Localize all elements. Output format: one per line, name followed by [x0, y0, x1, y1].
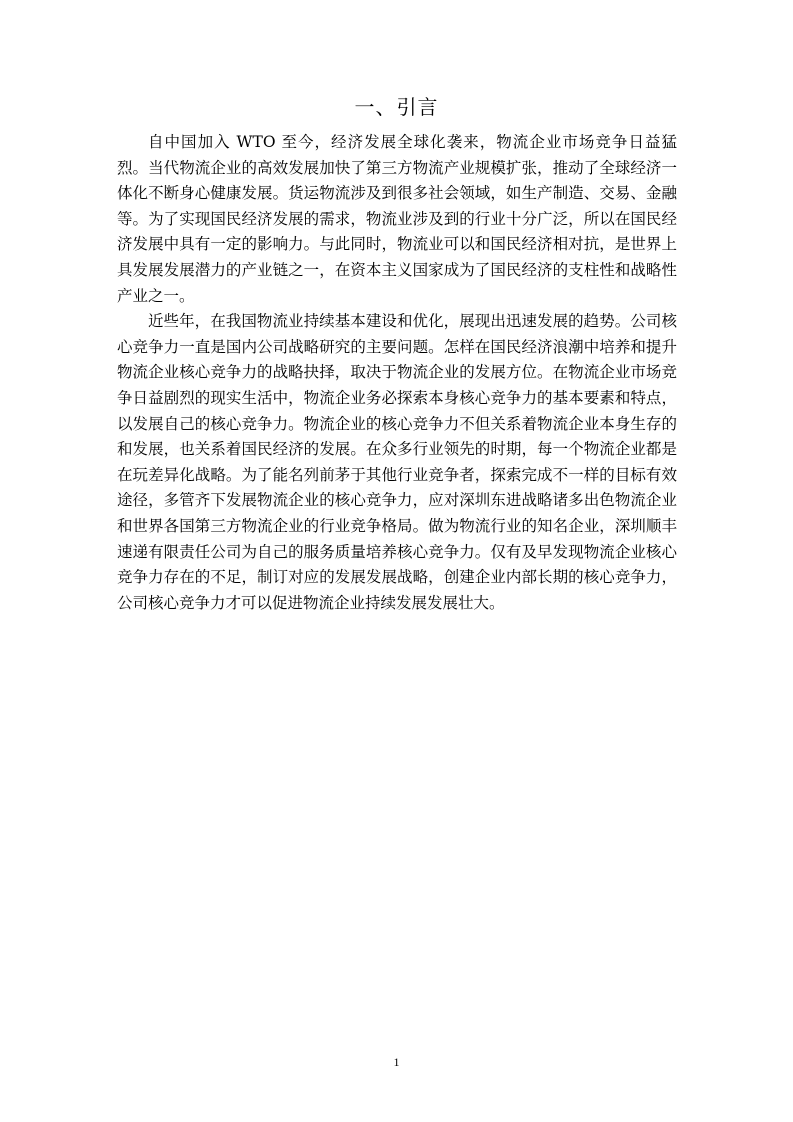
paragraph-1: 自中国加入 WTO 至今，经济发展全球化袭来，物流企业市场竞争日益猛烈。当代物流企业的高效发展加快了第三方物流产业规模扩张，推动了全球经济一体化不断身心健康发展。货运物流涉及到很多社会领域，如生产制造、交易、金融等。为了实现国民经济发展的需求，物流业涉及到的行业十分广泛，所以在国民经济发展中具有一定的影响力。与此同时，物流业可以和国民经济相对抗，是世界上具发展发展潜力的产业链之一，在资本主义国家成为了国民经济的支柱性和战略性产业之一。: [117, 133, 677, 305]
paragraph-2: 近些年，在我国物流业持续基本建设和优化，展现出迅速发展的趋势。公司核心竞争力一直是国内公司战略研究的主要问题。怎样在国民经济浪潮中培养和提升物流企业核心竞争力的战略抉择，取决于物流企业的发展方位。在物流企业市场竞争日益剧烈的现实生活中，物流企业务必探索本身核心竞争力的基本要素和特点，以发展自己的核心竞争力。物流企业的核心竞争力不但关系着物流企业本身生存的和发展，也关系着国民经济的发展。在众多行业领先的时期，每一个物流企业都是在玩差异化战略。为了能名列前茅于其他行业竞争者，探索完成不一样的目标有效途径，多管齐下发展物流企业的核心竞争力，应对深圳东进战略诸多出色物流企业和世界各国第三方物流企业的行业竞争格局。做为物流行业的知名企业，深圳顺丰速递有限责任公司为自己的服务质量培养核心竞争力。仅有及早发现物流企业核心竞争力存在的不足，制订对应的发展发展战略，创建企业内部长期的核心竞争力，公司核心竞争力才可以促进物流企业持续发展发展壮大。: [117, 312, 677, 612]
section-heading: 一、引言: [354, 95, 439, 119]
body-text: [117, 130, 677, 616]
page-number: 1: [393, 1055, 400, 1069]
